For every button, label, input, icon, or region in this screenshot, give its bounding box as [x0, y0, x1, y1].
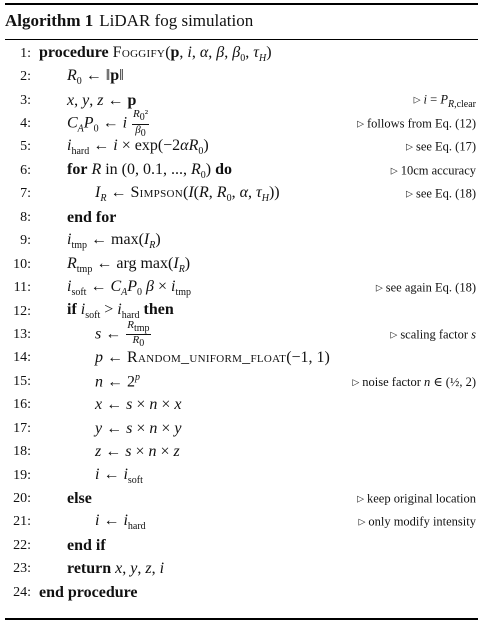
line-number: 12:: [13, 303, 31, 319]
line-number: 7:: [20, 186, 31, 202]
line-code: y ← s × n × y: [95, 419, 182, 437]
algorithm-line: [5, 464, 478, 487]
algorithm-line: [5, 487, 478, 510]
algorithm-label: Algorithm 1: [5, 11, 94, 30]
line-code: $C_AP_0$ ← i $\frac{R_0^2}{\beta_0}$: [67, 108, 149, 139]
line-number: 8:: [20, 209, 31, 225]
line-code: end procedure: [39, 583, 138, 601]
algorithm-line: [5, 370, 478, 393]
line-code: x ← s × n × x: [95, 396, 182, 414]
algorithm-line: [5, 347, 478, 370]
line-number: 19:: [13, 467, 31, 483]
line-code: z ← s × n × z: [95, 443, 180, 461]
line-code: procedure Foggify(p, i, α, β, $\beta_0$, $\tau_H$): [39, 43, 272, 64]
line-number: 22:: [13, 537, 31, 553]
line-comment: ▷ $i = P_{R,clear}$: [413, 91, 476, 110]
line-number: 17:: [13, 420, 31, 436]
line-comment: ▷ scaling factor s: [390, 327, 476, 342]
line-code: p ← Random_uniform_float(−1, 1): [95, 349, 330, 367]
bottom-rule: [5, 618, 478, 620]
algorithm-line: [5, 253, 478, 276]
line-comment: ▷ only modify intensity: [358, 514, 476, 529]
line-comment: ▷ follows from Eq. (12): [357, 116, 476, 131]
algorithm-line: [5, 65, 478, 88]
line-code: i ← $i_{hard}$: [95, 512, 146, 533]
algorithm-line: [5, 558, 478, 581]
line-number: 21:: [13, 514, 31, 530]
algorithm-caption: [5, 5, 478, 35]
line-code: $R_{tmp}$ ← arg $\max(I_R)$: [67, 254, 191, 275]
algorithm-line: [5, 230, 478, 253]
line-comment: ▷ 10cm accuracy: [390, 163, 476, 178]
line-number: 13:: [13, 326, 31, 342]
line-comment: ▷ keep original location: [357, 491, 476, 506]
line-code: end if: [67, 536, 106, 554]
line-number: 24:: [13, 584, 31, 600]
algorithm-line: [5, 440, 478, 463]
line-code: $i_{soft}$ ← $C_AP_0$ $\beta \times i_{tmp}$: [67, 278, 192, 299]
line-comment: ▷ see again Eq. (18): [375, 280, 476, 295]
algorithm-line: [5, 108, 478, 139]
algorithm-line: [5, 159, 478, 182]
line-number: 16:: [13, 397, 31, 413]
line-comment: ▷ see Eq. (18): [406, 186, 476, 201]
line-number: 14:: [13, 350, 31, 366]
line-code: else: [67, 490, 92, 508]
algorithm-title: LiDAR fog simulation: [99, 11, 254, 30]
line-number: 4:: [20, 116, 31, 132]
algorithm-box: [5, 3, 478, 621]
algorithm-line: [5, 581, 478, 604]
line-code: s ← $\frac{R_{tmp}}{R_0}$: [95, 319, 150, 350]
line-code: return x, y, z, i: [67, 560, 165, 578]
algorithm-line: [5, 183, 478, 206]
line-comment: ▷ noise factor n ∈ (½, 2): [352, 374, 476, 389]
line-code: $R_0$ ← ‖p‖: [67, 67, 124, 88]
line-code: $I_R$ ← Simpson(I(R, $R_0$, α, $\tau_H$)): [95, 184, 280, 205]
line-number: 10:: [13, 256, 31, 272]
algorithm-line: [5, 319, 478, 350]
line-code: x, y, z ← p: [67, 91, 137, 109]
line-comment: ▷ see Eq. (17): [406, 139, 476, 154]
algorithm-line: [5, 511, 478, 534]
line-number: 1:: [20, 45, 31, 61]
line-number: 3:: [20, 92, 31, 108]
line-number: 6:: [20, 162, 31, 178]
line-number: 9:: [20, 233, 31, 249]
line-code: end for: [67, 208, 117, 226]
algorithm-line: [5, 417, 478, 440]
caption-rule: [5, 39, 478, 40]
algorithm-lines: [5, 42, 478, 605]
line-number: 23:: [13, 561, 31, 577]
line-number: 15:: [13, 373, 31, 389]
algorithm-line: [5, 42, 478, 65]
algorithm-line: [5, 534, 478, 557]
algorithm-line: [5, 206, 478, 229]
algorithm-line: [5, 394, 478, 417]
line-number: 2:: [20, 69, 31, 85]
line-code: if $i_{soft} > i_{hard}$ then: [67, 301, 174, 322]
line-code: i ← $i_{soft}$: [95, 465, 143, 486]
line-number: 20:: [13, 491, 31, 507]
line-code: for R in (0, 0.1, ..., $R_0$) do: [67, 160, 233, 181]
line-code: $i_{hard}$ ← $i \times \exp(-2\alpha R_0)$: [67, 137, 209, 158]
line-number: 5:: [20, 139, 31, 155]
algorithm-line: [5, 136, 478, 159]
line-number: 11:: [13, 280, 31, 296]
line-number: 18:: [13, 444, 31, 460]
algorithm-line: [5, 276, 478, 299]
line-code: $i_{tmp}$ ← $\max(I_R)$: [67, 231, 161, 252]
line-code: n ← 2$^p$: [95, 372, 140, 391]
